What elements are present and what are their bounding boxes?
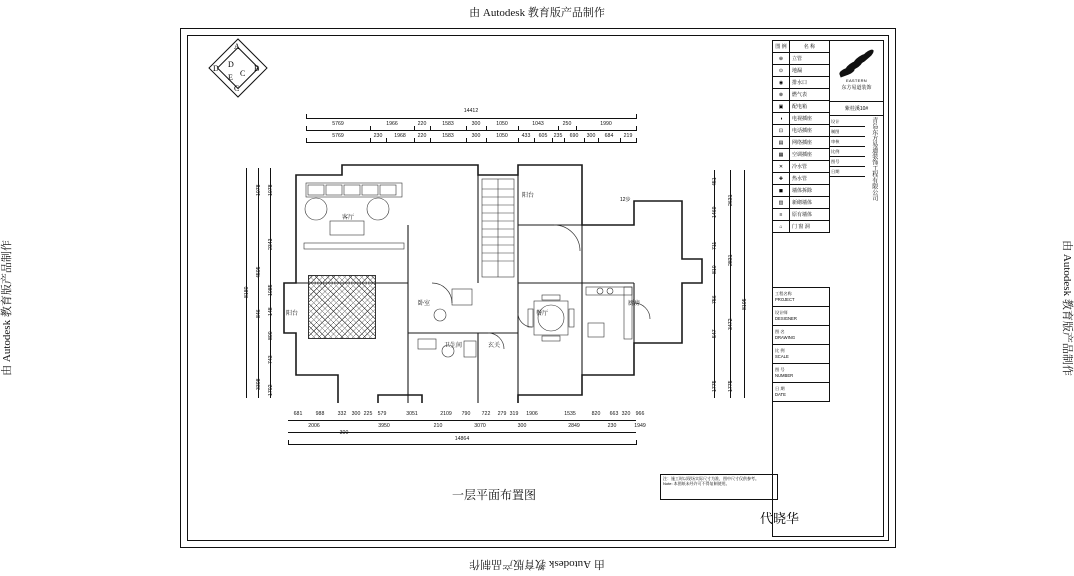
- floor-hatch-area: [308, 275, 376, 339]
- legend-name: 新砌墙体: [792, 200, 813, 206]
- legend-name: 立管: [792, 56, 803, 62]
- info-sublabel: PROJECT: [775, 297, 795, 302]
- room-label-阳台-right: 阳台: [522, 193, 535, 199]
- legend-header: [773, 41, 829, 53]
- company-vertical-text: 青岛东方易道装饰工程有限公司: [870, 117, 877, 201]
- field-row: [829, 127, 865, 137]
- legend-name: 冷水管: [792, 164, 808, 170]
- legend-row: [773, 137, 829, 149]
- compass-inner-d: D: [228, 60, 234, 69]
- legend-symbol: ⌂: [773, 221, 790, 232]
- legend-symbol: ⊕: [773, 53, 790, 64]
- stair-step-marker: 12步: [620, 197, 631, 203]
- info-label: 图 号: [775, 366, 785, 372]
- field-label: 日期: [831, 168, 840, 174]
- compass-label-b: B: [254, 64, 260, 73]
- info-row: [773, 326, 829, 345]
- note-line-2: Note: 本图纸未经许可不得复制使用。: [663, 481, 730, 487]
- plan-title: [452, 486, 536, 503]
- legend-name: 地漏: [792, 68, 803, 74]
- field-label: 图号: [831, 158, 840, 164]
- legend-symbol: ≡: [773, 209, 790, 220]
- legend-symbol: ✕: [773, 161, 790, 172]
- field-label: 设计: [831, 118, 840, 124]
- field-label: 比例: [831, 148, 840, 154]
- legend-name: 原有墙体: [792, 212, 813, 218]
- dim-bottom-row3: 300: [339, 430, 349, 436]
- field-row: [829, 167, 865, 177]
- company-logo: [829, 41, 883, 102]
- legend-row: [773, 77, 829, 89]
- compass-inner-e: E: [228, 73, 233, 82]
- legend-row: [773, 89, 829, 101]
- room-label-玄关: 玄关: [488, 343, 501, 349]
- info-label: 比 例: [775, 347, 785, 353]
- logo-cn-text: 东方易道装饰: [841, 85, 872, 91]
- info-row: [773, 288, 829, 307]
- info-label: 日 期: [775, 385, 785, 391]
- legend-name: 空调插座: [792, 152, 813, 158]
- info-row: [773, 364, 829, 383]
- note-line-1: 注：施工时以现场实际尺寸为准，图中尺寸仅供参考。: [663, 476, 759, 481]
- legend-row: [773, 53, 829, 65]
- logo-glyph-icon: [837, 52, 877, 78]
- signature: 代晓华: [760, 511, 800, 526]
- legend-row: [773, 149, 829, 161]
- info-label: 设计师: [775, 309, 788, 315]
- room-label-阳台-left: 阳台: [286, 311, 299, 317]
- room-label-卫生间: 卫生间: [444, 343, 463, 349]
- room-label-厨房: 厨房: [628, 301, 641, 307]
- legend-row: [773, 221, 829, 233]
- compass-label-a: A: [234, 42, 240, 51]
- compass-rose-icon: [210, 40, 264, 94]
- legend-header-name: 名 称: [803, 44, 816, 50]
- field-label: 制图: [831, 128, 840, 134]
- room-label-客厅: 客厅: [342, 215, 355, 221]
- legend-name: 配电箱: [792, 104, 808, 110]
- info-sublabel: DATE: [775, 392, 786, 397]
- info-row: [773, 345, 829, 364]
- field-row: [829, 117, 865, 127]
- legend-row: [773, 101, 829, 113]
- legend-symbol: ◼: [773, 185, 790, 196]
- info-label: 工程名称: [775, 290, 792, 296]
- floor-plan: 14412 5769 1966 220 1583 300 1050 1043 250 1990 5769 230 1968 220 1583 300 1050 433 605 235 690 300 684 219 8180 1078 4505 846 3308 1078 2343 1085 148 800 743 1702 451 1469 711 810 756 547 1775 2631 2831 3472 1775 8105 12步 客厅 餐厅 厨房 卧室 卫生间 玄关 阳台 阳台 681 988 332 300 225 579 3051 2109 790 722 279 319 1906 1535 820 663 320 966 2006 3950 210 3070 300 2849 230 1949 300 14864: [236, 108, 756, 428]
- legend-symbol: ⊗: [773, 89, 790, 100]
- legend-symbol: ◉: [773, 77, 790, 88]
- legend-symbol: ◑: [773, 113, 790, 124]
- legend-row: [773, 173, 829, 185]
- watermark-right: 由 Autodesk 教育版产品制作: [1061, 240, 1074, 376]
- legend-header-symbol: 图 例: [773, 41, 790, 52]
- field-row: [829, 137, 865, 147]
- legend-symbol: ▤: [773, 137, 790, 148]
- legend-symbol: ▥: [773, 197, 790, 208]
- legend-row: [773, 185, 829, 197]
- watermark-bottom: 由 Autodesk 教育版产品制作: [469, 558, 605, 570]
- compass-label-c: C: [234, 84, 240, 93]
- legend-name: 电视插座: [792, 116, 813, 122]
- legend-symbol: ▦: [773, 149, 790, 160]
- room-label-餐厅: 餐厅: [536, 311, 549, 317]
- legend-row: [773, 113, 829, 125]
- legend-symbol: ✚: [773, 173, 790, 184]
- legend-name: 墙体拆除: [792, 188, 813, 194]
- legend-name: 燃气表: [792, 92, 808, 98]
- legend-name: 网络插座: [792, 140, 813, 146]
- title-block: [772, 40, 884, 537]
- field-row: [829, 157, 865, 167]
- legend-symbol: ▣: [773, 101, 790, 112]
- legend-name: 热水管: [792, 176, 808, 182]
- field-label: 审核: [831, 138, 840, 144]
- watermark-top: 由 Autodesk 教育版产品制作: [469, 7, 605, 19]
- watermark-left: 由 Autodesk 教育版产品制作: [0, 240, 13, 376]
- info-sublabel: DESIGNER: [775, 316, 797, 321]
- plan-title-text: 一层平面布置图: [452, 488, 537, 502]
- field-row: [829, 147, 865, 157]
- legend-name: 门 窗 洞: [792, 224, 810, 230]
- info-row: [773, 383, 829, 402]
- legend-symbol: ⊙: [773, 65, 790, 76]
- legend-name: 电话插座: [792, 128, 813, 134]
- legend-name: 排水口: [792, 80, 808, 86]
- legend-row: [773, 209, 829, 221]
- project-name: 紫桂溪10#: [829, 101, 883, 116]
- compass-inner-c: C: [240, 69, 246, 78]
- note-box: [660, 474, 778, 500]
- info-row: [773, 307, 829, 326]
- logo-en-text: EASTERN: [846, 77, 867, 83]
- info-sublabel: SCALE: [775, 354, 789, 359]
- info-label: 图 名: [775, 328, 785, 334]
- room-label-卧室: 卧室: [418, 301, 431, 307]
- legend-symbol: ⊡: [773, 125, 790, 136]
- legend-row: [773, 197, 829, 209]
- info-sublabel: DRAWING: [775, 335, 796, 340]
- legend-row: [773, 65, 829, 77]
- legend-row: [773, 125, 829, 137]
- compass-label-d: D: [213, 64, 219, 73]
- info-sublabel: NUMBER: [775, 373, 794, 378]
- legend-row: [773, 161, 829, 173]
